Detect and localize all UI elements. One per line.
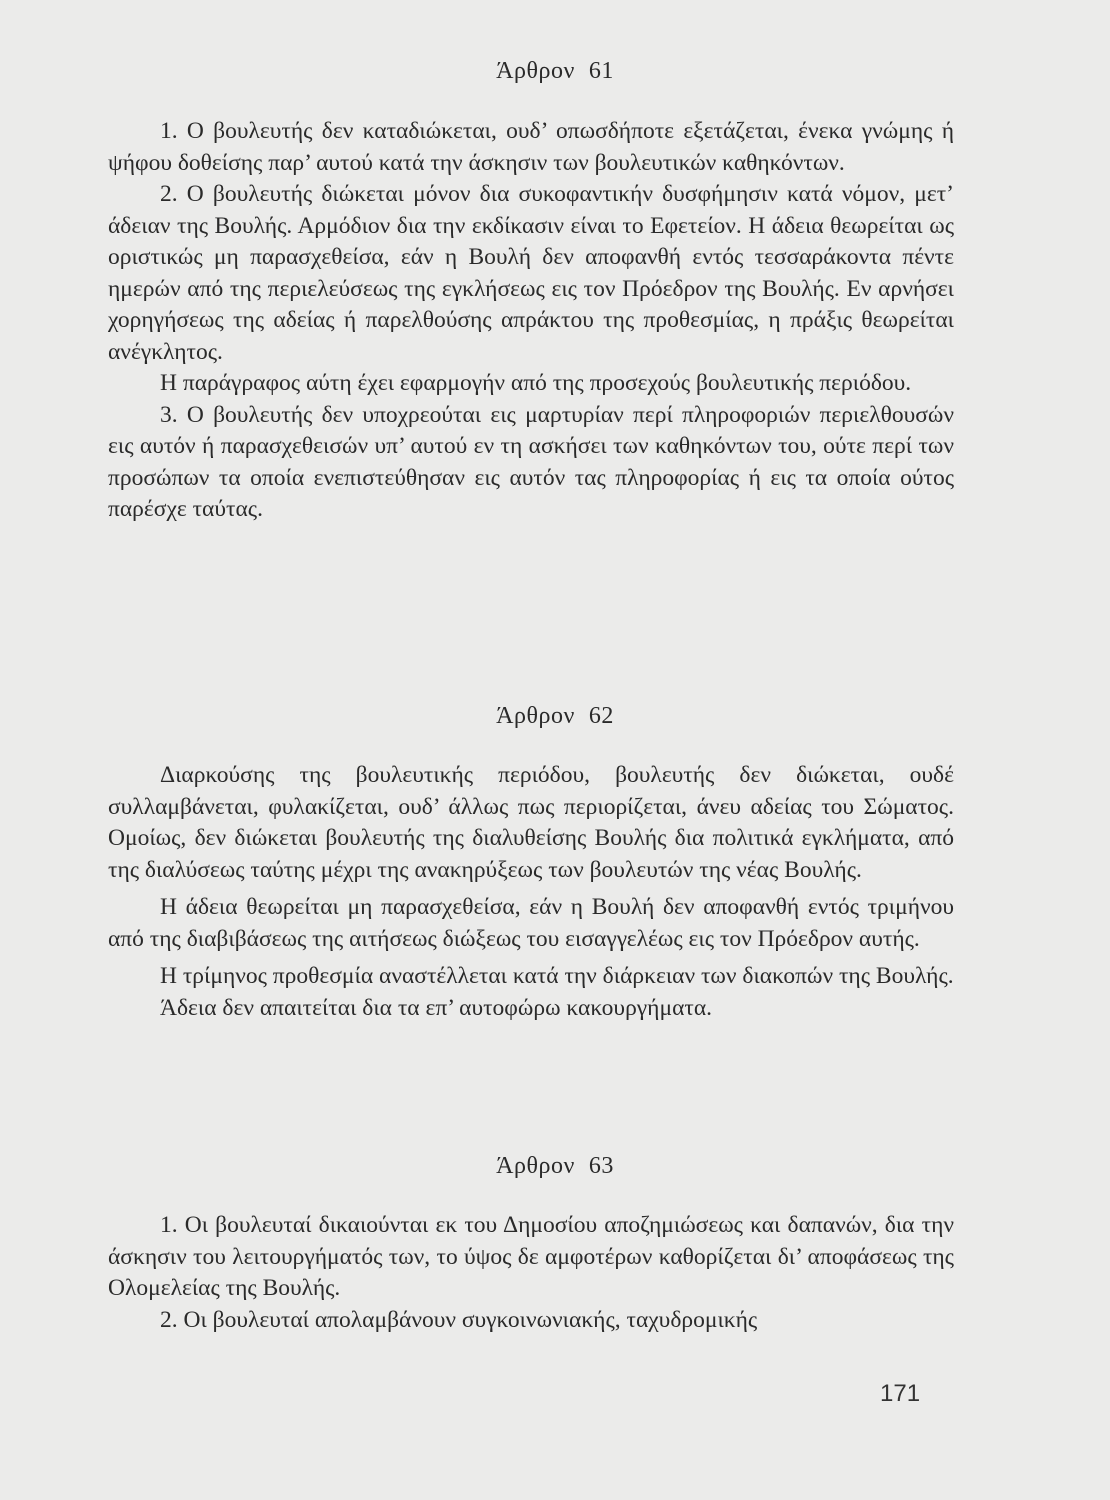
paragraph: 2. Ο βουλευτής διώκεται μόνον δια συκοφαντικήν δυσφήμησιν κατά νόμον, μετ’ άδειαν της Βουλής. Αρμόδιον δια την εκδίκασιν είναι το Εφετείον. Η άδεια θεωρείται ως οριστικώς μη παρασχεθείσα, εάν η Βουλή δεν αποφανθή εντός τεσσαράκοντα πέντε ημερών από της περιελεύσεως της εγκλήσεως εις τον Πρόεδρον της Βουλής. Εν αρνήσει χορηγήσεως της αδείας ή παρελθούσης απράκτου της προθεσμίας, η πράξις θεωρείται ανέγκλητος. bbox=[108, 181, 954, 365]
paragraph: 1. Ο βουλευτής δεν καταδιώκεται, ουδ’ οπωσδήποτε εξετάζεται, ένεκα γνώμης ή ψήφου δοθείσης παρ’ αυτού κατά την άσκησιν των βουλευτικών καθηκόντων. bbox=[108, 118, 954, 176]
article-body bbox=[108, 116, 954, 526]
paragraph: 1. Οι βουλευταί δικαιούνται εκ του Δημοσίου αποζημιώσεως και δαπανών, δια την άσκησιν του λειτουργήματός των, το ύψος δε αμφοτέρων καθορίζεται δι’ αποφάσεως της Ολομελείας της Βουλής. bbox=[108, 1212, 954, 1301]
article-label: Άρθρον bbox=[496, 58, 575, 84]
article-body bbox=[108, 760, 954, 1024]
article-number: 62 bbox=[588, 703, 614, 729]
article-label: Άρθρον bbox=[496, 1153, 575, 1179]
paragraph: 2. Οι βουλευταί απολαμβάνουν συγκοινωνιακής, ταχυδρομικής bbox=[160, 1306, 758, 1333]
paragraph: 3. Ο βουλευτής δεν υποχρεούται εις μαρτυρίαν περί πληροφοριών περιελθουσών εις αυτόν ή παρασχεθεισών υπ’ αυτού εν τη ασκήσει των καθηκόντων του, ούτε περί των προσώπων τα οποία ενεπιστεύθησαν εις αυτόν τας πληροφορίας ή εις τα οποία ούτος παρέσχε ταύτας. bbox=[108, 401, 954, 522]
page-number: 171 bbox=[880, 1380, 921, 1407]
article-heading bbox=[0, 58, 1110, 85]
paragraph: Άδεια δεν απαιτείται δια τα επ’ αυτοφώρω κακουργήματα. bbox=[160, 994, 713, 1021]
paragraph: Διαρκούσης της βουλευτικής περιόδου, βουλευτής δεν διώκεται, ουδέ συλλαμβάνεται, φυλακίζεται, ουδ’ άλλως πως περιορίζεται, άνευ αδείας του Σώματος. Ομοίως, δεν διώκεται βουλευτής της διαλυθείσης Βουλής δια πολιτικά εγκλήματα, από της διαλύσεως ταύτης μέχρι της ανακηρύξεως των βουλευτών της νέας Βουλής. bbox=[108, 762, 954, 883]
article-body bbox=[108, 1210, 954, 1336]
paragraph: Η παράγραφος αύτη έχει εφαρμογήν από της προσεχούς βουλευτικής περιόδου. bbox=[160, 370, 912, 396]
article-label: Άρθρον bbox=[496, 703, 575, 729]
article-number: 63 bbox=[588, 1153, 614, 1179]
article-heading bbox=[0, 703, 1110, 730]
paragraph: Η άδεια θεωρείται μη παρασχεθείσα, εάν η Βουλή δεν αποφανθή εντός τριμήνου από της διαβιβάσεως της αιτήσεως διώξεως του εισαγγελέως εις τον Πρόεδρον αυτής. bbox=[108, 894, 954, 952]
article-number: 61 bbox=[588, 58, 614, 84]
paragraph: Η τρίμηνος προθεσμία αναστέλλεται κατά την διάρκειαν των διακοπών της Βουλής. bbox=[160, 963, 954, 989]
article-heading bbox=[0, 1153, 1110, 1180]
